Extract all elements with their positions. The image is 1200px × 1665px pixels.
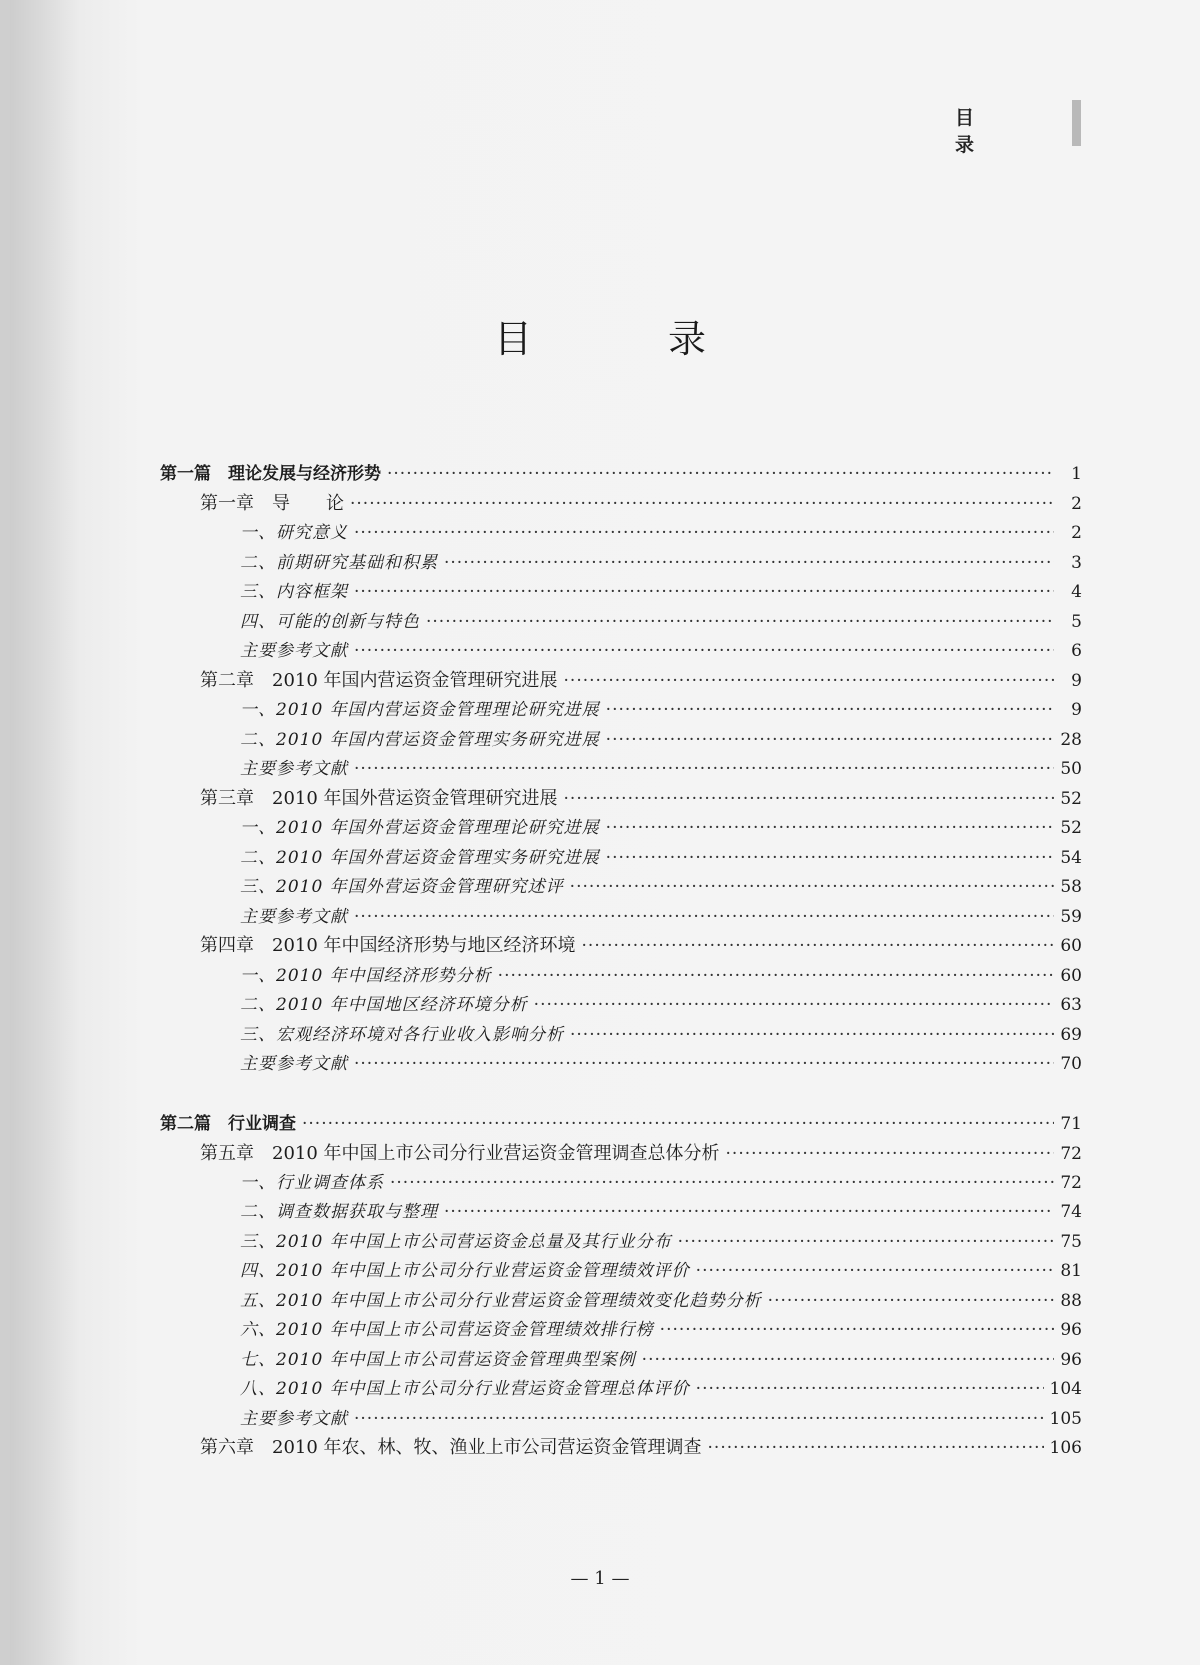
dot-leader [564, 784, 1054, 814]
toc-entry-page: 106 [1049, 1438, 1082, 1458]
dot-leader [354, 1404, 1044, 1434]
toc-entry-label: 三、内容框架 [240, 582, 348, 602]
dot-leader [570, 1020, 1054, 1050]
dot-leader [696, 1256, 1054, 1286]
binding-gutter [0, 0, 10, 1665]
toc-entry-label: 第一篇 理论发展与经济形势 [160, 464, 381, 484]
dot-leader [350, 489, 1054, 519]
toc-entry-page: 74 [1060, 1202, 1082, 1222]
toc-entry-page: 96 [1060, 1320, 1082, 1340]
dot-leader [444, 548, 1054, 578]
dot-leader [354, 577, 1054, 607]
running-head-tab [1072, 100, 1081, 146]
toc-entry-label: 主要参考文献 [240, 641, 348, 661]
dot-leader [768, 1286, 1054, 1316]
toc-entry-label: 三、2010 年中国上市公司营运资金总量及其行业分布 [240, 1232, 672, 1252]
toc-entry-label: 第四章 2010 年中国经济形势与地区经济环境 [200, 935, 576, 956]
toc-entry-label: 三、2010 年国外营运资金管理研究述评 [240, 877, 564, 897]
dot-leader [582, 931, 1054, 961]
dot-leader [660, 1315, 1054, 1345]
toc-entry-label: 六、2010 年中国上市公司营运资金管理绩效排行榜 [240, 1320, 654, 1340]
toc-entry-page: 3 [1071, 553, 1082, 573]
toc-entry-section [240, 725, 1082, 755]
toc-entry-label: 一、行业调查体系 [240, 1173, 384, 1193]
dot-leader [606, 695, 1054, 725]
dot-leader [726, 1139, 1054, 1169]
toc-entry-label: 五、2010 年中国上市公司分行业营运资金管理绩效变化趋势分析 [240, 1291, 762, 1311]
dot-leader [354, 518, 1054, 548]
toc-entry-section [240, 548, 1082, 578]
toc-entry-section [240, 1197, 1082, 1227]
toc-entry-label: 主要参考文献 [240, 759, 348, 779]
toc-entry-page: 88 [1060, 1291, 1082, 1311]
toc-entry-page: 63 [1060, 995, 1082, 1015]
toc-entry-section [240, 813, 1082, 843]
dot-leader [354, 754, 1054, 784]
toc-entry-section [240, 990, 1082, 1020]
toc-entry-label: 第二篇 行业调查 [160, 1114, 296, 1134]
toc-entry-label: 第六章 2010 年农、林、牧、渔业上市公司营运资金管理调查 [200, 1437, 702, 1458]
toc-entry-page: 60 [1060, 966, 1082, 986]
toc-entry-section [240, 1374, 1082, 1404]
toc-entry-page: 72 [1060, 1173, 1082, 1193]
toc-entry-page: 6 [1071, 641, 1082, 661]
toc-entry-page: 104 [1049, 1379, 1082, 1399]
toc-entry-label: 第二章 2010 年国内营运资金管理研究进展 [200, 670, 558, 691]
dot-leader [606, 843, 1054, 873]
toc-entry-page: 69 [1060, 1025, 1082, 1045]
toc-entry-page: 105 [1049, 1409, 1082, 1429]
dot-leader [390, 1168, 1054, 1198]
toc-entry-page: 52 [1060, 789, 1082, 809]
toc-entry-label: 三、宏观经济环境对各行业收入影响分析 [240, 1025, 564, 1045]
dot-leader [302, 1109, 1054, 1139]
dot-leader [354, 1049, 1054, 1079]
toc-entry-chapter [200, 489, 1082, 519]
toc-entry-section [240, 636, 1082, 666]
toc-entry-label: 主要参考文献 [240, 1054, 348, 1074]
toc-entry-chapter [200, 931, 1082, 961]
toc-entry-page: 58 [1060, 877, 1082, 897]
dot-leader [696, 1374, 1044, 1404]
toc-entry-section [240, 1227, 1082, 1257]
toc-entry-section [240, 1315, 1082, 1345]
toc-entry-label: 七、2010 年中国上市公司营运资金管理典型案例 [240, 1350, 636, 1370]
running-head: 目 录 [955, 107, 1013, 156]
toc-entry-page: 96 [1060, 1350, 1082, 1370]
toc-entry-section [240, 518, 1082, 548]
dot-leader [642, 1345, 1054, 1375]
toc-entry-page: 50 [1060, 759, 1082, 779]
toc-entry-label: 二、调查数据获取与整理 [240, 1202, 438, 1222]
toc-entry-page: 1 [1071, 464, 1082, 484]
dot-leader [570, 872, 1054, 902]
toc-entry-page: 28 [1060, 730, 1082, 750]
toc-entry-label: 四、2010 年中国上市公司分行业营运资金管理绩效评价 [240, 1261, 690, 1281]
toc-entry-label: 一、研究意义 [240, 523, 348, 543]
page-number: — 1 — [570, 1568, 630, 1589]
toc-entry-page: 75 [1060, 1232, 1082, 1252]
dot-leader [387, 459, 1054, 489]
toc-entry-section [240, 754, 1082, 784]
dot-leader [708, 1433, 1044, 1463]
toc-entry-page: 54 [1060, 848, 1082, 868]
toc-entry-section [240, 577, 1082, 607]
toc-entry-label: 二、前期研究基础和积累 [240, 553, 438, 573]
dot-leader [564, 666, 1054, 696]
dot-leader [534, 990, 1054, 1020]
toc-entry-label: 主要参考文献 [240, 907, 348, 927]
toc-entry-page: 81 [1060, 1261, 1082, 1281]
toc-entry-page: 2 [1071, 523, 1082, 543]
toc-entry-chapter [200, 1433, 1082, 1463]
toc-entry-section [240, 1404, 1082, 1434]
dot-leader [498, 961, 1054, 991]
toc-entry-label: 八、2010 年中国上市公司分行业营运资金管理总体评价 [240, 1379, 690, 1399]
toc-entry-section [240, 1256, 1082, 1286]
toc-entry-chapter [200, 666, 1082, 696]
toc-entry-chapter [200, 784, 1082, 814]
toc-entry-page: 2 [1071, 494, 1082, 514]
toc-entry-section [240, 902, 1082, 932]
toc-entry-page: 59 [1060, 907, 1082, 927]
toc-entry-page: 9 [1071, 700, 1082, 720]
dot-leader [444, 1197, 1054, 1227]
dot-leader [678, 1227, 1054, 1257]
toc-entry-page: 9 [1071, 671, 1082, 691]
toc-entry-label: 第一章 导 论 [200, 493, 344, 514]
toc-entry-section [240, 1168, 1082, 1198]
toc-entry-page: 72 [1060, 1144, 1082, 1164]
toc-entry-section [240, 1020, 1082, 1050]
toc-entry-label: 四、可能的创新与特色 [240, 612, 420, 632]
toc-entry-part [160, 1109, 1082, 1139]
toc-entry-section [240, 1049, 1082, 1079]
dot-leader [606, 813, 1054, 843]
toc-entry-label: 二、2010 年国内营运资金管理实务研究进展 [240, 730, 600, 750]
toc-entry-section [240, 695, 1082, 725]
toc-entry-label: 主要参考文献 [240, 1409, 348, 1429]
toc-entry-label: 一、2010 年国内营运资金管理理论研究进展 [240, 700, 600, 720]
toc-entry-label: 二、2010 年国外营运资金管理实务研究进展 [240, 848, 600, 868]
toc-entry-label: 第五章 2010 年中国上市公司分行业营运资金管理调查总体分析 [200, 1143, 720, 1164]
toc-entry-label: 一、2010 年中国经济形势分析 [240, 966, 492, 986]
toc-entry-page: 52 [1060, 818, 1082, 838]
toc-entry-section [240, 843, 1082, 873]
dot-leader [354, 636, 1054, 666]
toc-entry-part [160, 459, 1082, 489]
dot-leader [426, 607, 1054, 637]
page-title: 目 录 [493, 317, 769, 361]
toc-entry-label: 二、2010 年中国地区经济环境分析 [240, 995, 528, 1015]
toc-entry-chapter [200, 1139, 1082, 1169]
dot-leader [606, 725, 1054, 755]
toc-entry-section [240, 872, 1082, 902]
toc-entry-label: 一、2010 年国外营运资金管理理论研究进展 [240, 818, 600, 838]
toc-entry-page: 4 [1071, 582, 1082, 602]
toc-entry-label: 第三章 2010 年国外营运资金管理研究进展 [200, 788, 558, 809]
toc-entry-page: 70 [1060, 1054, 1082, 1074]
toc-entry-section [240, 1345, 1082, 1375]
toc-entry-section [240, 1286, 1082, 1316]
toc-entry-page: 5 [1071, 612, 1082, 632]
toc-entry-section [240, 607, 1082, 637]
toc-entry-section [240, 961, 1082, 991]
dot-leader [354, 902, 1054, 932]
toc-entry-page: 71 [1060, 1114, 1082, 1134]
toc-entry-page: 60 [1060, 936, 1082, 956]
